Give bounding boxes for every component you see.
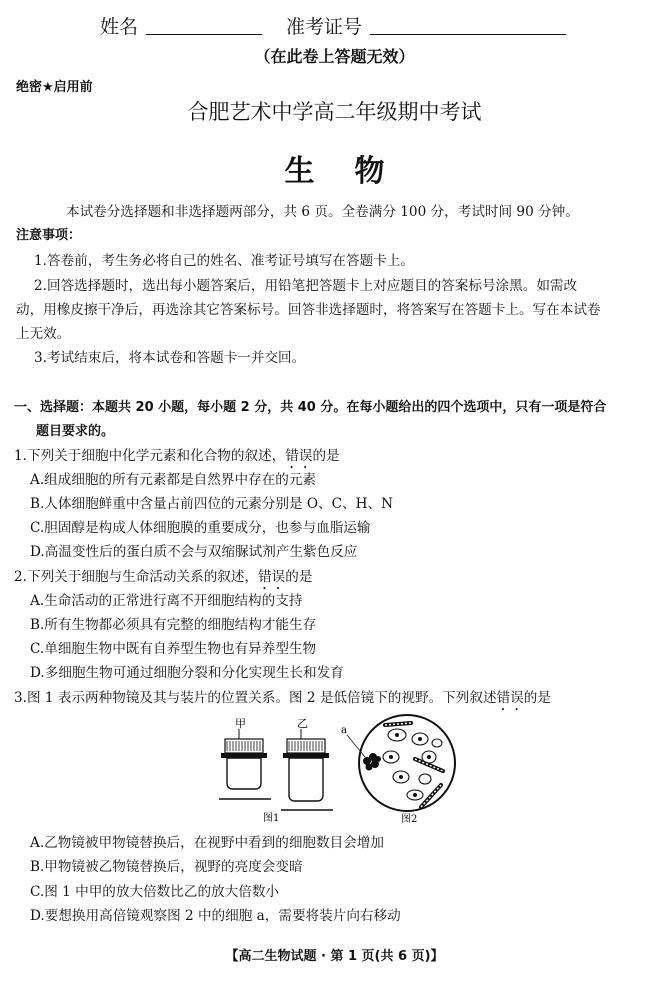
id-field[interactable] — [370, 14, 566, 35]
stem-text: 1.下列关于细胞中化学元素和化合物的叙述， — [14, 448, 286, 464]
stem-text: 3.图 1 表示两种物镜及其与装片的位置关系。图 2 是低倍镜下的视野。下列叙述 — [14, 690, 497, 706]
note-item: 1.答卷前，考生务必将自己的姓名、准考证号填写在答题卡上。 — [34, 253, 414, 269]
option-d: D.多细胞生物可通过细胞分裂和分化实现生长和发育 — [30, 665, 344, 681]
candidate-info-row — [0, 12, 669, 40]
stem-text: 的是 — [312, 448, 340, 464]
label-jia: 甲 — [235, 717, 246, 730]
note-item: 动，用橡皮擦干净后，再选涂其它答案标号。回答非选择题时，将答案写在答题卡上。写在本试卷 — [16, 302, 601, 318]
option-c: C.胆固醇是构成人体细胞膜的重要成分，也参与血脂运输 — [30, 520, 371, 536]
option-b: B.甲物镜被乙物镜替换后，视野的亮度会变暗 — [30, 859, 303, 875]
option-a: A.乙物镜被甲物镜替换后，在视野中看到的细胞数目会增加 — [30, 835, 384, 851]
option-a: A.组成细胞的所有元素都是自然界中存在的元素 — [30, 472, 317, 488]
figure-svg — [215, 713, 465, 825]
note-item: 2.回答选择题时，选出每小题答案后，用铅笔把答题卡上对应题目的答案标号涂黑。如需改 — [34, 278, 578, 294]
note-item: 上无效。 — [16, 326, 71, 342]
label-a: a — [341, 725, 347, 736]
id-label: 准考证号 — [286, 16, 363, 38]
subject-title: 生物 — [284, 154, 425, 189]
option-c: C.单细胞生物中既有自养型生物也有异养型生物 — [30, 641, 317, 657]
no-answer-note: （在此卷上答题无效） — [254, 47, 415, 66]
section-heading: 一、选择题：本题共 20 小题，每小题 2 分，共 40 分。在每小题给出的四个选项中，只有一项是符合 — [14, 400, 607, 415]
option-b: B.所有生物都必须具有完整的细胞结构才能生存 — [30, 617, 317, 633]
note-item: 3.考试结束后，将本试卷和答题卡一并交回。 — [34, 350, 306, 366]
field-of-view — [347, 715, 455, 811]
emphasis-text: 错误 — [496, 690, 524, 706]
stem-text: 的是 — [523, 690, 551, 706]
stem-text: 的是 — [285, 569, 313, 585]
exam-title: 合肥艺术中学高二年级期中考试 — [187, 100, 482, 124]
page-footer: 【高二生物试题 · 第 1 页(共 6 页)】 — [225, 949, 444, 964]
option-d: D.高温变性后的蛋白质不会与双缩脲试剂产生紫色反应 — [30, 544, 358, 560]
objective-yi — [283, 739, 329, 801]
objective-jia — [221, 739, 267, 789]
intro-text: 本试卷分选择题和非选择题两部分，共 6 页。全卷满分 100 分，考试时间 90 分钟。 — [66, 204, 579, 220]
notes-title: 注意事项： — [16, 228, 82, 243]
microscope-figure — [215, 713, 465, 825]
secret-label: 绝密★启用前 — [16, 80, 93, 95]
option-d: D.要想换用高倍镜观察图 2 中的细胞 a，需要将装片向右移动 — [30, 908, 401, 924]
question-stem — [14, 686, 551, 714]
emphasis-text: 错误 — [285, 448, 313, 464]
option-c: C.图 1 中甲的放大倍数比乙的放大倍数小 — [30, 884, 280, 900]
emphasis-text: 错误 — [258, 569, 286, 585]
name-field[interactable] — [146, 14, 262, 35]
label-yi: 乙 — [297, 717, 308, 730]
name-label: 姓名 — [100, 16, 139, 38]
fig2-caption: 图2 — [401, 814, 418, 825]
option-b: B.人体细胞鲜重中含量占前四位的元素分别是 O、C、H、N — [30, 496, 393, 512]
fig1-caption: 图1 — [263, 813, 280, 824]
stem-text: 2.下列关于细胞与生命活动关系的叙述， — [14, 569, 259, 585]
option-a: A.生命活动的正常进行离不开细胞结构的支持 — [30, 593, 303, 609]
section-heading-cont: 题目要求的。 — [36, 424, 115, 439]
